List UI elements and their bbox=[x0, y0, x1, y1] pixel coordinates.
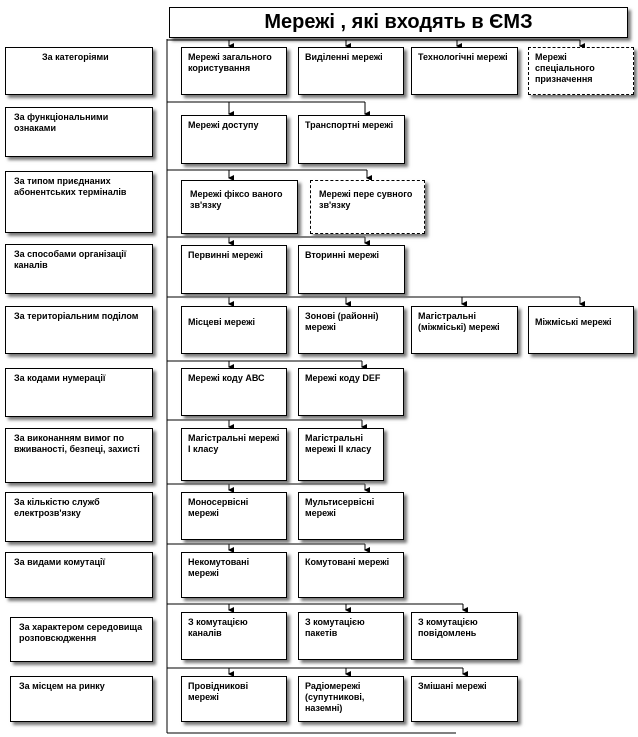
category-box: За територіальним поділом bbox=[5, 306, 153, 354]
category-box: За способами організації каналів bbox=[5, 244, 153, 294]
network-box: З комутацією повідомлень bbox=[411, 612, 518, 660]
network-box: Провідникові мережі bbox=[181, 676, 287, 722]
network-box: Мережі доступу bbox=[181, 115, 287, 164]
network-box: Магістральні (міжміські) мережі bbox=[411, 306, 518, 354]
network-box: Вторинні мережі bbox=[298, 245, 405, 294]
network-box: Мережі коду DEF bbox=[298, 368, 404, 416]
network-box: Мережі коду АВС bbox=[181, 368, 287, 416]
network-box: Мережі загального користування bbox=[181, 47, 287, 95]
network-box: Змішані мережі bbox=[411, 676, 518, 722]
category-box: За виконанням вимог по вживаності, безпеці, захисті bbox=[5, 428, 153, 483]
network-box: Мережі фіксо ваного зв'язку bbox=[181, 180, 298, 234]
network-box: Зонові (районні) мережі bbox=[298, 306, 404, 354]
network-box: Магістральні мережі І класу bbox=[181, 428, 287, 481]
network-box: Некомутовані мережі bbox=[181, 552, 287, 598]
network-box: Моносервісні мережі bbox=[181, 492, 287, 540]
network-box: Місцеві мережі bbox=[181, 306, 287, 354]
network-box: Мережі пере сувного зв'язку bbox=[310, 180, 425, 234]
network-box: Транспортні мережі bbox=[298, 115, 405, 164]
diagram-title: Мережі , які входять в ЄМЗ bbox=[169, 7, 628, 38]
category-box: За категоріями bbox=[5, 47, 153, 95]
network-box: З комутацією каналів bbox=[181, 612, 287, 660]
category-box: За кодами нумерації bbox=[5, 368, 153, 417]
network-box: Виділенні мережі bbox=[298, 47, 404, 95]
network-box: Технологічні мережі bbox=[411, 47, 518, 95]
category-box: За місцем на ринку bbox=[10, 676, 153, 722]
network-box: Первинні мережі bbox=[181, 245, 287, 294]
network-box: Комутовані мережі bbox=[298, 552, 404, 598]
network-box: Мультисервісні мережі bbox=[298, 492, 404, 540]
network-box: Радіомережі (супутникові, наземні) bbox=[298, 676, 404, 722]
network-box: Міжміські мережі bbox=[528, 306, 634, 354]
network-box: Мережі спеціального призначення bbox=[528, 47, 634, 95]
category-box: За кількістю служб електрозв'язку bbox=[5, 492, 153, 542]
network-box: З комутацією пакетів bbox=[298, 612, 404, 660]
category-box: За характером середовища розповсюдження bbox=[10, 617, 153, 662]
category-box: За видами комутації bbox=[5, 552, 153, 598]
network-box: Магістральні мережі ІІ класу bbox=[298, 428, 384, 481]
category-box: За типом приєднаних абонентських терміналів bbox=[5, 171, 153, 233]
category-box: За функціональними ознаками bbox=[5, 107, 153, 157]
